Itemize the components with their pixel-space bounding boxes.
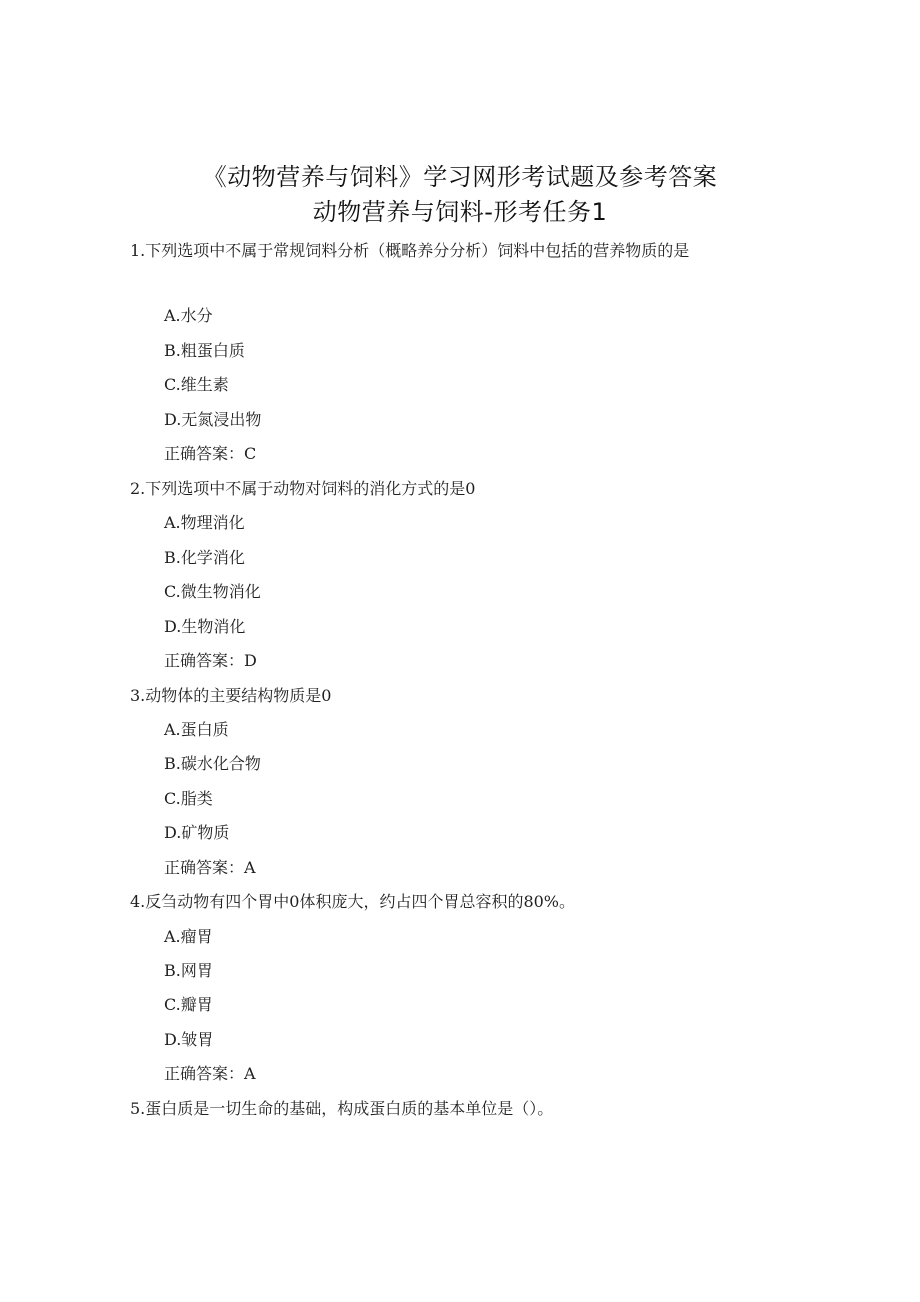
question-2-option-c: C.微生物消化 <box>164 582 261 601</box>
document-subtitle: 动物营养与饲料-形考任务1 <box>312 198 608 226</box>
question-1-option-a: A.水分 <box>164 306 213 325</box>
question-4-option-b: B.网胃 <box>164 961 213 980</box>
question-4-stem: 4.反刍动物有四个胃中0体积庞大，约占四个胃总容积的80%。 <box>130 892 576 911</box>
question-3-option-b: B.碳水化合物 <box>164 754 261 773</box>
question-4-option-d: D.皱胃 <box>164 1030 214 1049</box>
question-2-option-b: B.化学消化 <box>164 548 245 567</box>
question-2-answer: 正确答案：D <box>164 651 257 670</box>
question-1-answer: 正确答案：C <box>164 444 257 463</box>
question-3-option-c: C.脂类 <box>164 789 213 808</box>
question-4-answer: 正确答案：A <box>164 1064 256 1083</box>
question-5-stem: 5.蛋白质是一切生命的基础，构成蛋白质的基本单位是（）。 <box>130 1099 554 1118</box>
question-1-option-c: C.维生素 <box>164 375 229 394</box>
question-3-answer: 正确答案：A <box>164 858 256 877</box>
question-4-option-c: C.瓣胃 <box>164 995 213 1014</box>
question-1-option-d: D.无氮浸出物 <box>164 410 262 429</box>
question-2-option-a: A.物理消化 <box>164 513 245 532</box>
question-1-option-b: B.粗蛋白质 <box>164 341 245 360</box>
question-2-option-d: D.生物消化 <box>164 617 246 636</box>
question-3-option-a: A.蛋白质 <box>164 720 229 739</box>
question-3-stem: 3.动物体的主要结构物质是0 <box>130 686 332 705</box>
question-3-option-d: D.矿物质 <box>164 823 230 842</box>
question-4-option-a: A.瘤胃 <box>164 927 213 946</box>
question-1-stem: 1.下列选项中不属于常规饲料分析（概略养分分析）饲料中包括的营养物质的是 <box>130 241 690 260</box>
document-title: 《动物营养与饲料》学习网形考试题及参考答案 <box>202 163 718 191</box>
question-2-stem: 2.下列选项中不属于动物对饲料的消化方式的是0 <box>130 479 476 498</box>
